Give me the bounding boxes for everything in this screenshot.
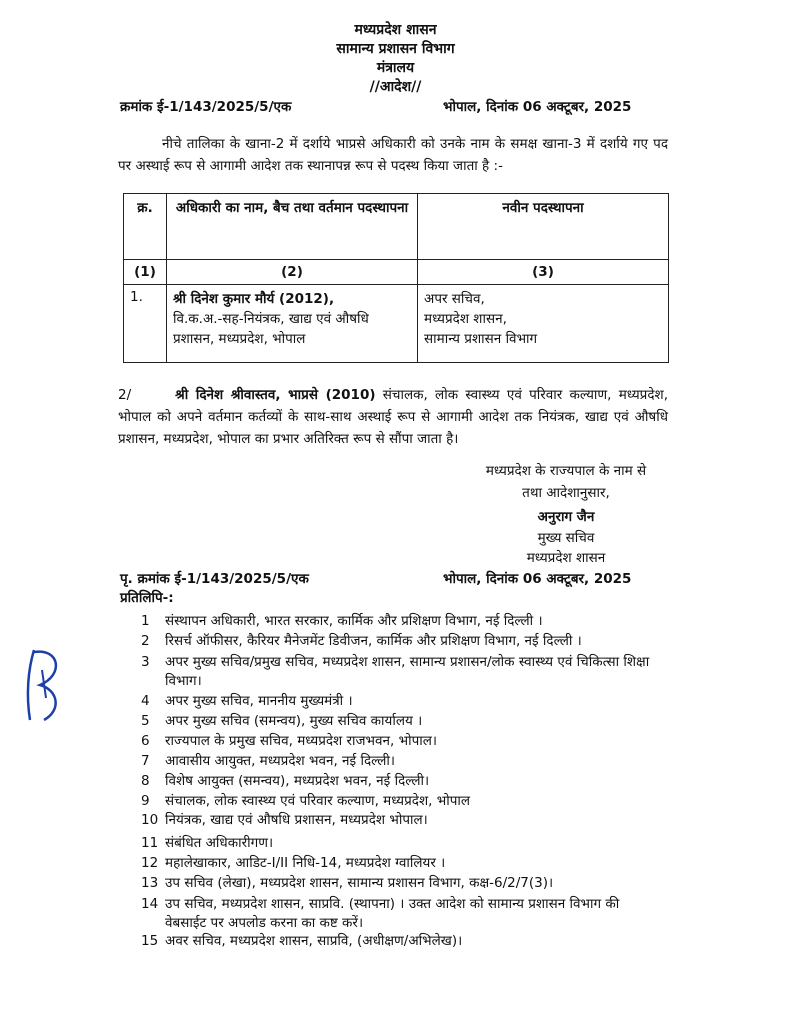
intro-paragraph: नीचे तालिका के खाना-2 में दर्शाये भाप्रसे अधिकारी को उनके नाम के समक्ष खाना-3 में दर्शाये गए पद पर अस्थाई रूप से आगामी आदेश तक स्थानापन्न रूप से पदस्थ किया जाता है :- bbox=[118, 136, 668, 174]
list-item-text: उप सचिव, मध्यप्रदेश शासन, साप्रवि. (स्थापना) । उक्त आदेश को सामान्य प्रशासन विभाग की वेबसाईट पर अपलोड करना का कष्ट करें। bbox=[165, 896, 620, 931]
list-item-number: 13 bbox=[141, 875, 159, 891]
new-posting-line3: सामान्य प्रशासन विभाग bbox=[424, 331, 538, 347]
table-header-row bbox=[124, 194, 669, 260]
list-item-text: अपर मुख्य सचिव (समन्वय), मुख्य सचिव कार्यालय । bbox=[165, 713, 423, 729]
list-item-number: 6 bbox=[141, 733, 150, 749]
list-item-text: संबंधित अधिकारीगण। bbox=[165, 835, 274, 851]
order-number: क्रमांक ई-1/143/2025/5/एक bbox=[120, 99, 292, 115]
list-item-number: 10 bbox=[141, 812, 159, 828]
colnum-2: (2) bbox=[167, 260, 418, 285]
header-new-posting: नवीन पदस्थापना bbox=[418, 194, 669, 260]
list-item-text: आवासीय आयुक्त, मध्यप्रदेश भवन, नई दिल्ली। bbox=[165, 753, 395, 769]
row-officer bbox=[167, 285, 418, 363]
dept-header-state: मध्यप्रदेश शासन bbox=[354, 22, 437, 38]
list-item-number: 7 bbox=[141, 753, 150, 769]
officer-post-line1: वि.क.अ.-सह-नियंत्रक, खाद्य एवं औषधि bbox=[173, 311, 369, 327]
list-item-number: 9 bbox=[141, 793, 150, 809]
list-item-text: अवर सचिव, मध्यप्रदेश शासन, साप्रवि, (अधीक्षण/अभिलेख)। bbox=[165, 933, 463, 949]
header-sno: क्र. bbox=[124, 194, 167, 260]
para2-officer-name: श्री दिनेश श्रीवास्तव, भाप्रसे (2010) bbox=[175, 387, 376, 403]
list-item-number: 12 bbox=[141, 855, 159, 871]
paragraph-2 bbox=[118, 384, 668, 450]
endorsement-number: पृ. क्रमांक ई-1/143/2025/5/एक bbox=[120, 571, 309, 587]
list-item-text: रिसर्च ऑफीसर, कैरियर मैनेजमेंट डिवीजन, कार्मिक और प्रशिक्षण विभाग, नई दिल्ली । bbox=[165, 633, 582, 649]
dept-header-ministry: मंत्रालय bbox=[376, 60, 415, 76]
header-officer: अधिकारी का नाम, बैच तथा वर्तमान पदस्थापना bbox=[167, 194, 418, 260]
para2-number: 2/ bbox=[118, 387, 132, 403]
list-item-number: 5 bbox=[141, 713, 150, 729]
table-row bbox=[124, 285, 669, 363]
dept-header-department: सामान्य प्रशासन विभाग bbox=[336, 41, 455, 57]
list-item-number: 11 bbox=[141, 835, 159, 851]
list-item-text: विशेष आयुक्त (समन्वय), मध्यप्रदेश भवन, नई दिल्ली। bbox=[165, 773, 430, 789]
authority-line2: तथा आदेशानुसार, bbox=[522, 485, 610, 501]
list-item-number: 14 bbox=[141, 896, 159, 912]
signatory-name: अनुराग जैन bbox=[537, 509, 595, 525]
order-place-date: भोपाल, दिनांक 06 अक्टूबर, 2025 bbox=[443, 99, 632, 115]
officer-name: श्री दिनेश कुमार मौर्य (2012), bbox=[173, 291, 335, 307]
list-item-number: 15 bbox=[141, 933, 159, 949]
table-colnum-row bbox=[124, 260, 669, 285]
new-posting-line1: अपर सचिव, bbox=[424, 291, 485, 307]
list-item-text: उप सचिव (लेखा), मध्यप्रदेश शासन, सामान्य प्रशासन विभाग, कक्ष-6/2/7(3)। bbox=[165, 875, 554, 891]
endorsement-place-date: भोपाल, दिनांक 06 अक्टूबर, 2025 bbox=[443, 571, 632, 587]
row-new-posting bbox=[418, 285, 669, 363]
list-item-text: महालेखाकार, आडिट-I/II निधि-14, मध्यप्रदेश ग्वालियर । bbox=[165, 855, 446, 871]
colnum-3: (3) bbox=[418, 260, 669, 285]
authority-line1: मध्यप्रदेश के राज्यपाल के नाम से bbox=[485, 463, 647, 479]
list-item-number: 1 bbox=[141, 613, 150, 629]
posting-table bbox=[123, 193, 669, 363]
list-item-text: संस्थापन अधिकारी, भारत सरकार, कार्मिक और प्रशिक्षण विभाग, नई दिल्ली । bbox=[165, 613, 543, 629]
list-item-text: अपर मुख्य सचिव, माननीय मुख्यमंत्री । bbox=[165, 693, 353, 709]
list-item-number: 8 bbox=[141, 773, 150, 789]
list-item-number: 2 bbox=[141, 633, 150, 649]
distribution-list bbox=[141, 612, 671, 952]
handwritten-initials-mark bbox=[20, 640, 70, 730]
colnum-1: (1) bbox=[124, 260, 167, 285]
signatory-designation: मुख्य सचिव bbox=[537, 530, 595, 546]
row-sno: 1. bbox=[124, 285, 167, 363]
para2-text: संचालक, लोक स्वास्थ्य एवं परिवार कल्याण, मध्यप्रदेश, भोपाल को अपने वर्तमान कर्तव्यों के साथ-साथ अस्थाई रूप से आगामी आदेश तक नियंत्रक, खाद्य एवं औषधि प्रशासन, मध्यप्रदेश, भोपाल का प्रभार अतिरिक्त रूप से सौंपा जाता है। bbox=[118, 387, 669, 447]
list-item-text: अपर मुख्य सचिव/प्रमुख सचिव, मध्यप्रदेश शासन, सामान्य प्रशासन/लोक स्वास्थ्य एवं चिकित्सा शिक्षा विभाग। bbox=[165, 654, 650, 689]
copy-to-label: प्रतिलिपि-: bbox=[120, 590, 174, 606]
list-item-text: राज्यपाल के प्रमुख सचिव, मध्यप्रदेश राजभवन, भोपाल। bbox=[165, 733, 438, 749]
list-item-text: नियंत्रक, खाद्य एवं औषधि प्रशासन, मध्यप्रदेश भोपाल। bbox=[165, 812, 428, 828]
signatory-office: मध्यप्रदेश शासन bbox=[526, 550, 606, 566]
order-title: //आदेश// bbox=[369, 79, 422, 95]
list-item-text: संचालक, लोक स्वास्थ्य एवं परिवार कल्याण, मध्यप्रदेश, भोपाल bbox=[165, 793, 471, 809]
list-item-number: 3 bbox=[141, 654, 150, 670]
officer-post-line2: प्रशासन, मध्यप्रदेश, भोपाल bbox=[173, 331, 306, 347]
list-item-number: 4 bbox=[141, 693, 150, 709]
new-posting-line2: मध्यप्रदेश शासन, bbox=[424, 311, 507, 327]
